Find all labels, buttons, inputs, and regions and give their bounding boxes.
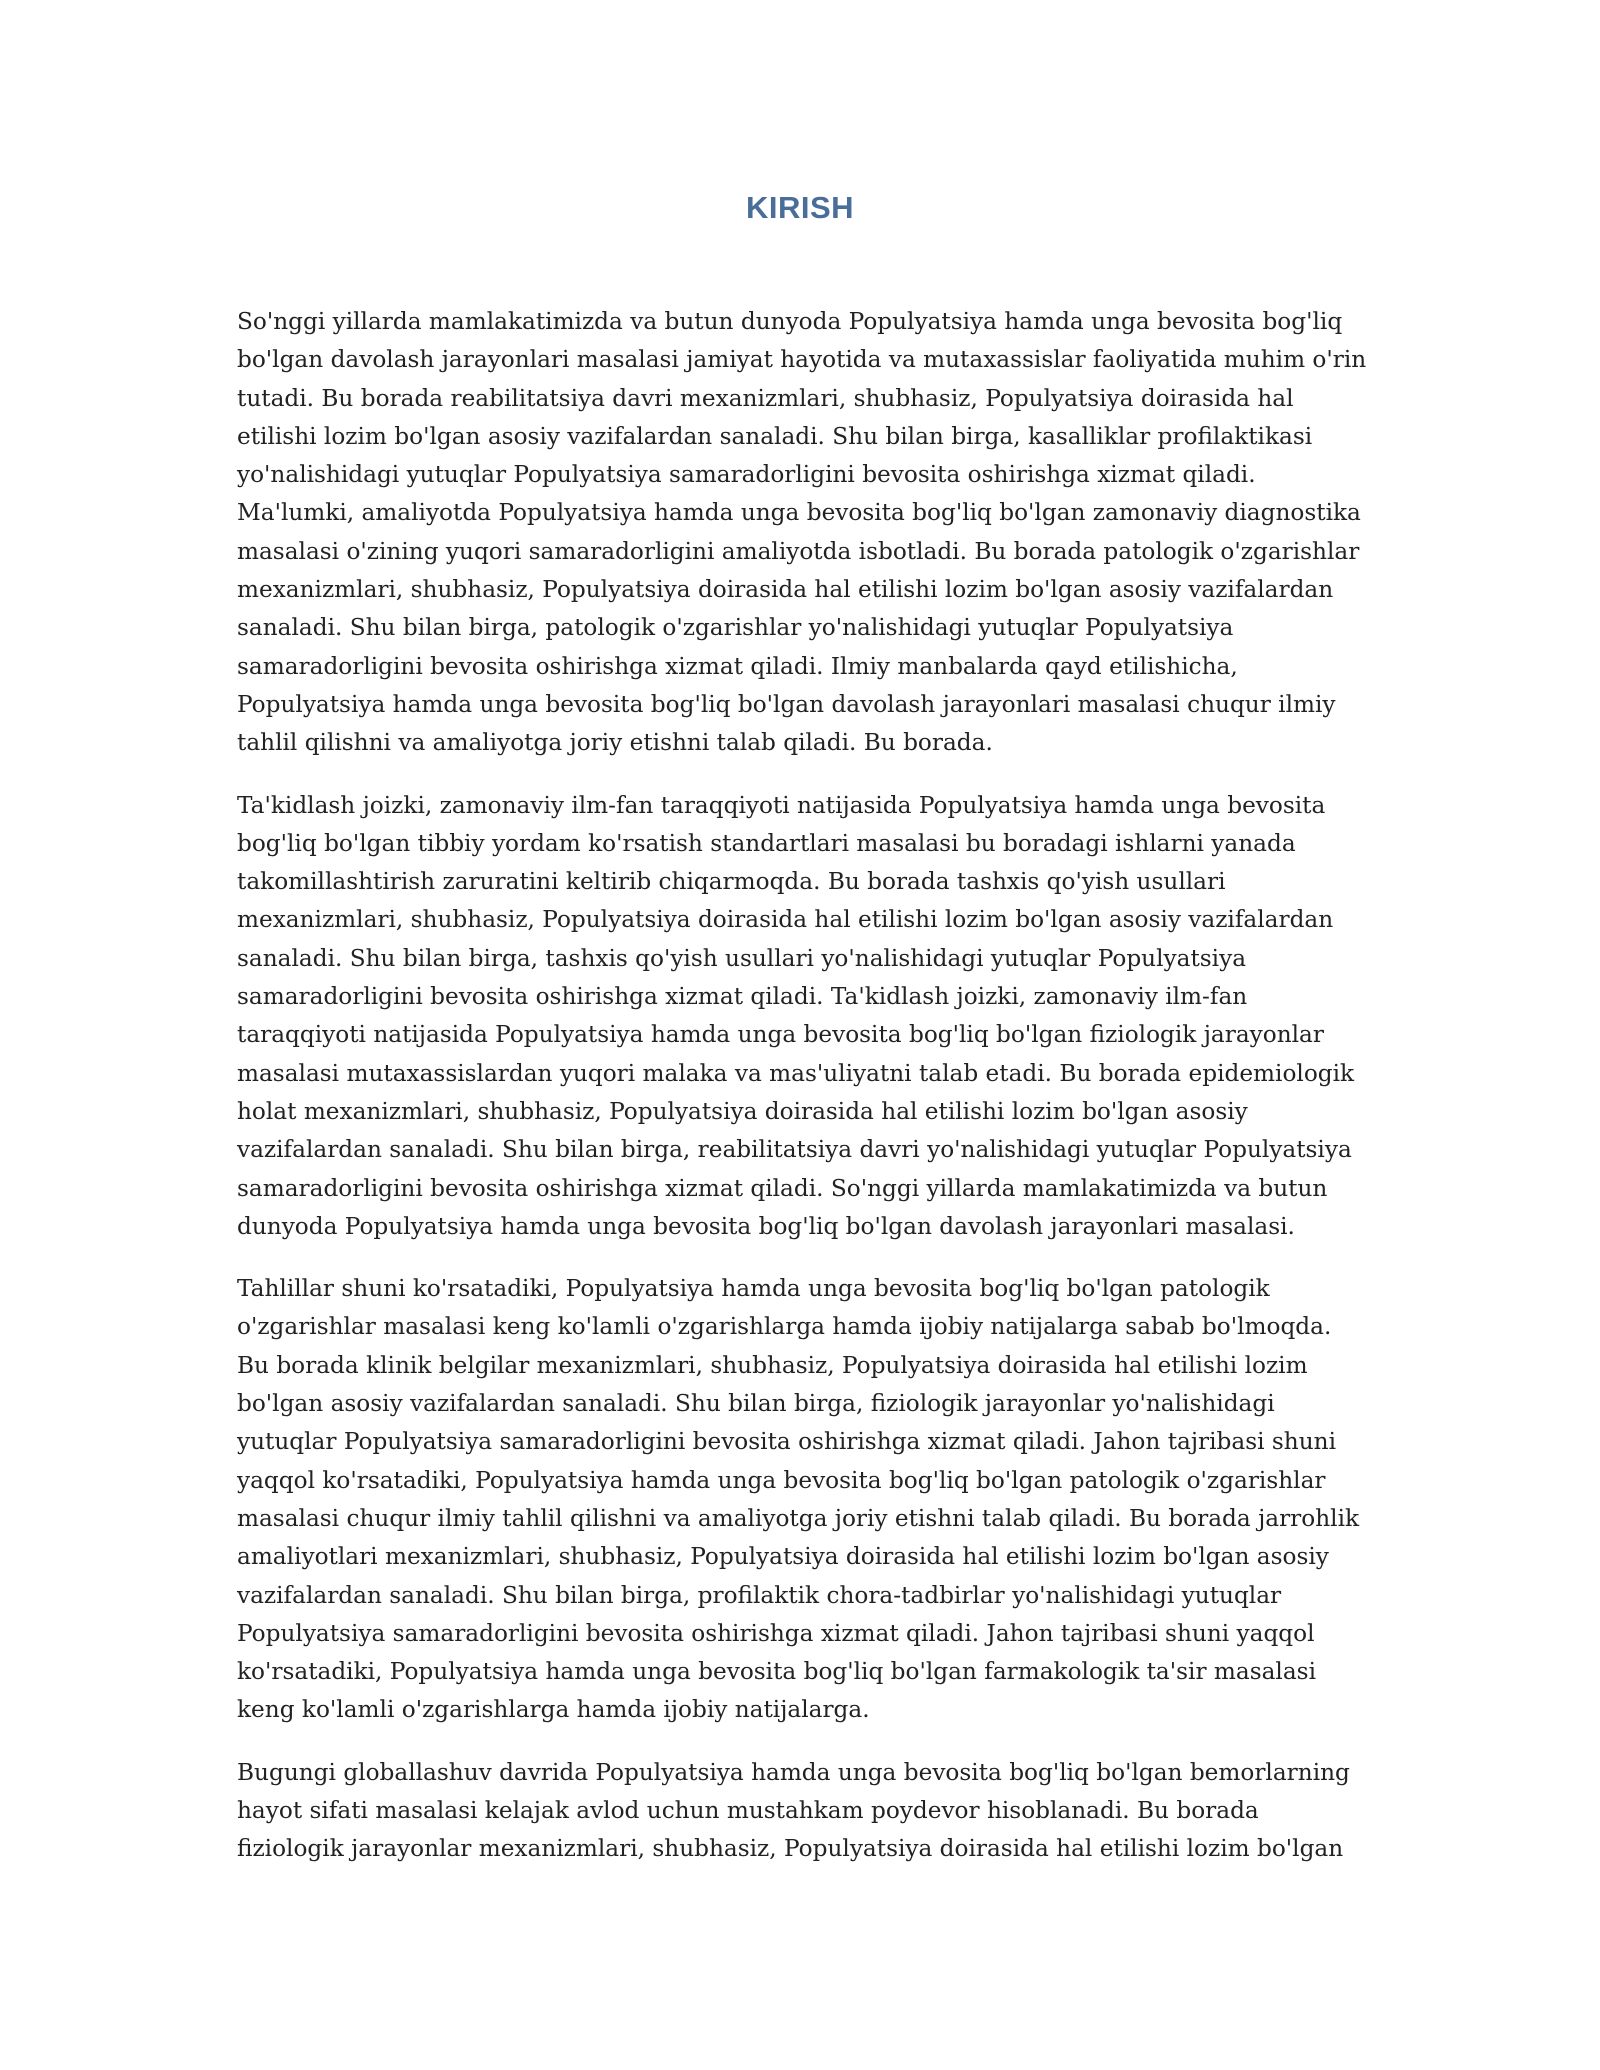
page-title: KIRISH	[745, 190, 855, 225]
paragraph-4: Bugungi globallashuv davrida Populyatsiya hamda unga bevosita bog'liq bo'lgan bemorlarning hayot sifati masalasi kelajak avlod uchun mustahkam poydevor hisoblanadi. Bu borada fiziologik jarayonlar mexanizmlari, shubhasiz, Populyatsiya doirasida hal etilishi lozim bo'lgan	[237, 1758, 1350, 1863]
paragraph-2: Ta'kidlash joizki, zamonaviy ilm-fan taraqqiyoti natijasida Populyatsiya hamda unga bevosita bog'liq bo'lgan tibbiy yordam ko'rsatish standartlari masalasi bu boradagi ishlarni yanada takomillashtirish zaruratini keltirib chiqarmoqda. Bu borada tashxis qo'yish usullari mexanizmlari, shubhasiz, Populyatsiya doirasida hal etilishi lozim bo'lgan asosiy vazifalardan sanaladi. Shu bilan birga, tashxis qo'yish usullari yo'nalishidagi yutuqlar Populyatsiya samaradorligini bevosita oshirishga xizmat qiladi. Ta'kidlash joizki, zamonaviy ilm-fan taraqqiyoti natijasida Populyatsiya hamda unga bevosita bog'liq bo'lgan fiziologik jarayonlar masalasi mutaxassislardan yuqori malaka va mas'uliyatni talab etadi. Bu borada epidemiologik holat mexanizmlari, shubhasiz, Populyatsiya doirasida hal etilishi lozim bo'lgan asosiy vazifalardan sanaladi. Shu bilan birga, reabilitatsiya davri yo'nalishidagi yutuqlar Populyatsiya samaradorligini bevosita oshirishga xizmat qiladi. So'nggi yillarda mamlakatimizda va butun dunyoda Populyatsiya hamda unga bevosita bog'liq bo'lgan davolash jarayonlari masalasi.	[237, 791, 1355, 1240]
paragraph-1: So'nggi yillarda mamlakatimizda va butun dunyoda Populyatsiya hamda unga bevosita bog'liq bo'lgan davolash jarayonlari masalasi jamiyat hayotida va mutaxassislar faoliyatida muhim o'rin tutadi. Bu borada reabilitatsiya davri mexanizmlari, shubhasiz, Populyatsiya doirasida hal etilishi lozim bo'lgan asosiy vazifalardan sanaladi. Shu bilan birga, kasalliklar profilaktikasi yo'nalishidagi yutuqlar Populyatsiya samaradorligini bevosita oshirishga xizmat qiladi. Ma'lumki, amaliyotda Populyatsiya hamda unga bevosita bog'liq bo'lgan zamonaviy diagnostika masalasi o'zining yuqori samaradorligini amaliyotda isbotladi. Bu borada patologik o'zgarishlar mexanizmlari, shubhasiz, Populyatsiya doirasida hal etilishi lozim bo'lgan asosiy vazifalardan sanaladi. Shu bilan birga, patologik o'zgarishlar yo'nalishidagi yutuqlar Populyatsiya samaradorligini bevosita oshirishga xizmat qiladi. Ilmiy manbalarda qayd etilishicha, Populyatsiya hamda unga bevosita bog'liq bo'lgan davolash jarayonlari masalasi chuqur ilmiy tahlil qilishni va amaliyotga joriy etishni talab qiladi. Bu borada.	[237, 308, 1367, 757]
document-body	[237, 303, 1367, 1893]
paragraph-3: Tahlillar shuni ko'rsatadiki, Populyatsiya hamda unga bevosita bog'liq bo'lgan patologik o'zgarishlar masalasi keng ko'lamli o'zgarishlarga hamda ijobiy natijalarga sabab bo'lmoqda. Bu borada klinik belgilar mexanizmlari, shubhasiz, Populyatsiya doirasida hal etilishi lozim bo'lgan asosiy vazifalardan sanaladi. Shu bilan birga, fiziologik jarayonlar yo'nalishidagi yutuqlar Populyatsiya samaradorligini bevosita oshirishga xizmat qiladi. Jahon tajribasi shuni yaqqol ko'rsatadiki, Populyatsiya hamda unga bevosita bog'liq bo'lgan patologik o'zgarishlar masalasi chuqur ilmiy tahlil qilishni va amaliyotga joriy etishni talab qiladi. Bu borada jarrohlik amaliyotlari mexanizmlari, shubhasiz, Populyatsiya doirasida hal etilishi lozim bo'lgan asosiy vazifalardan sanaladi. Shu bilan birga, profilaktik chora-tadbirlar yo'nalishidagi yutuqlar Populyatsiya samaradorligini bevosita oshirishga xizmat qiladi. Jahon tajribasi shuni yaqqol ko'rsatadiki, Populyatsiya hamda unga bevosita bog'liq bo'lgan farmakologik ta'sir masalasi keng ko'lamli o'zgarishlarga hamda ijobiy natijalarga.	[237, 1275, 1360, 1724]
